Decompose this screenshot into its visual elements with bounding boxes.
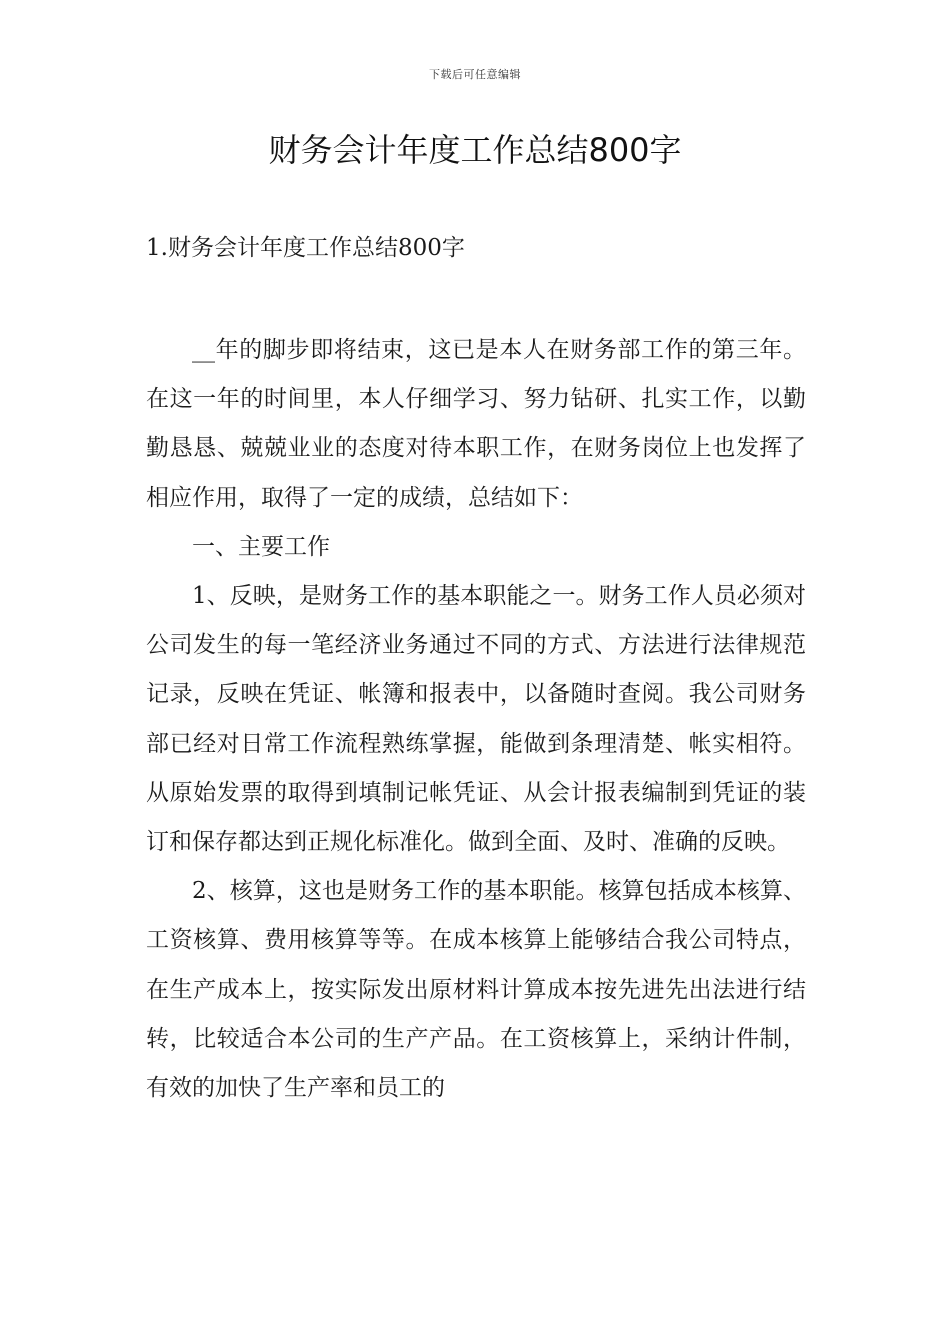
header-note: 下载后可任意编辑	[429, 68, 521, 81]
body-text	[146, 326, 806, 1113]
document-title: 财务会计年度工作总结800字	[268, 131, 682, 169]
paragraph-intro: __年的脚步即将结束，这已是本人在财务部工作的第三年。在这一年的时间里，本人仔细学习、努力钻研、扎实工作，以勤勤恳恳、兢兢业业的态度对待本职工作，在财务岗位上也发挥了相应作用，取得了一定的成绩，总结如下：	[146, 337, 806, 511]
paragraph-accounting: 2、核算，这也是财务工作的基本职能。核算包括成本核算、工资核算、费用核算等等。在成本核算上能够结合我公司特点，在生产成本上，按实际发出原材料计算成本按先进先出法进行结转，比较适合本公司的生产产品。在工资核算上，采纳计件制，有效的加快了生产率和员工的	[146, 878, 806, 1102]
paragraph-reflection: 1、反映，是财务工作的基本职能之一。财务工作人员必须对公司发生的每一笔经济业务通过不同的方式、方法进行法律规范记录，反映在凭证、帐簿和报表中，以备随时查阅。我公司财务部已经对日常工作流程熟练掌握，能做到条理清楚、帐实相符。从原始发票的取得到填制记帐凭证、从会计报表编制到凭证的装订和保存都达到正规化标准化。做到全面、及时、准确的反映。	[146, 583, 806, 856]
paragraph-main-work-heading: 一、主要工作	[192, 533, 330, 560]
section-heading: 1.财务会计年度工作总结800字	[146, 235, 465, 261]
